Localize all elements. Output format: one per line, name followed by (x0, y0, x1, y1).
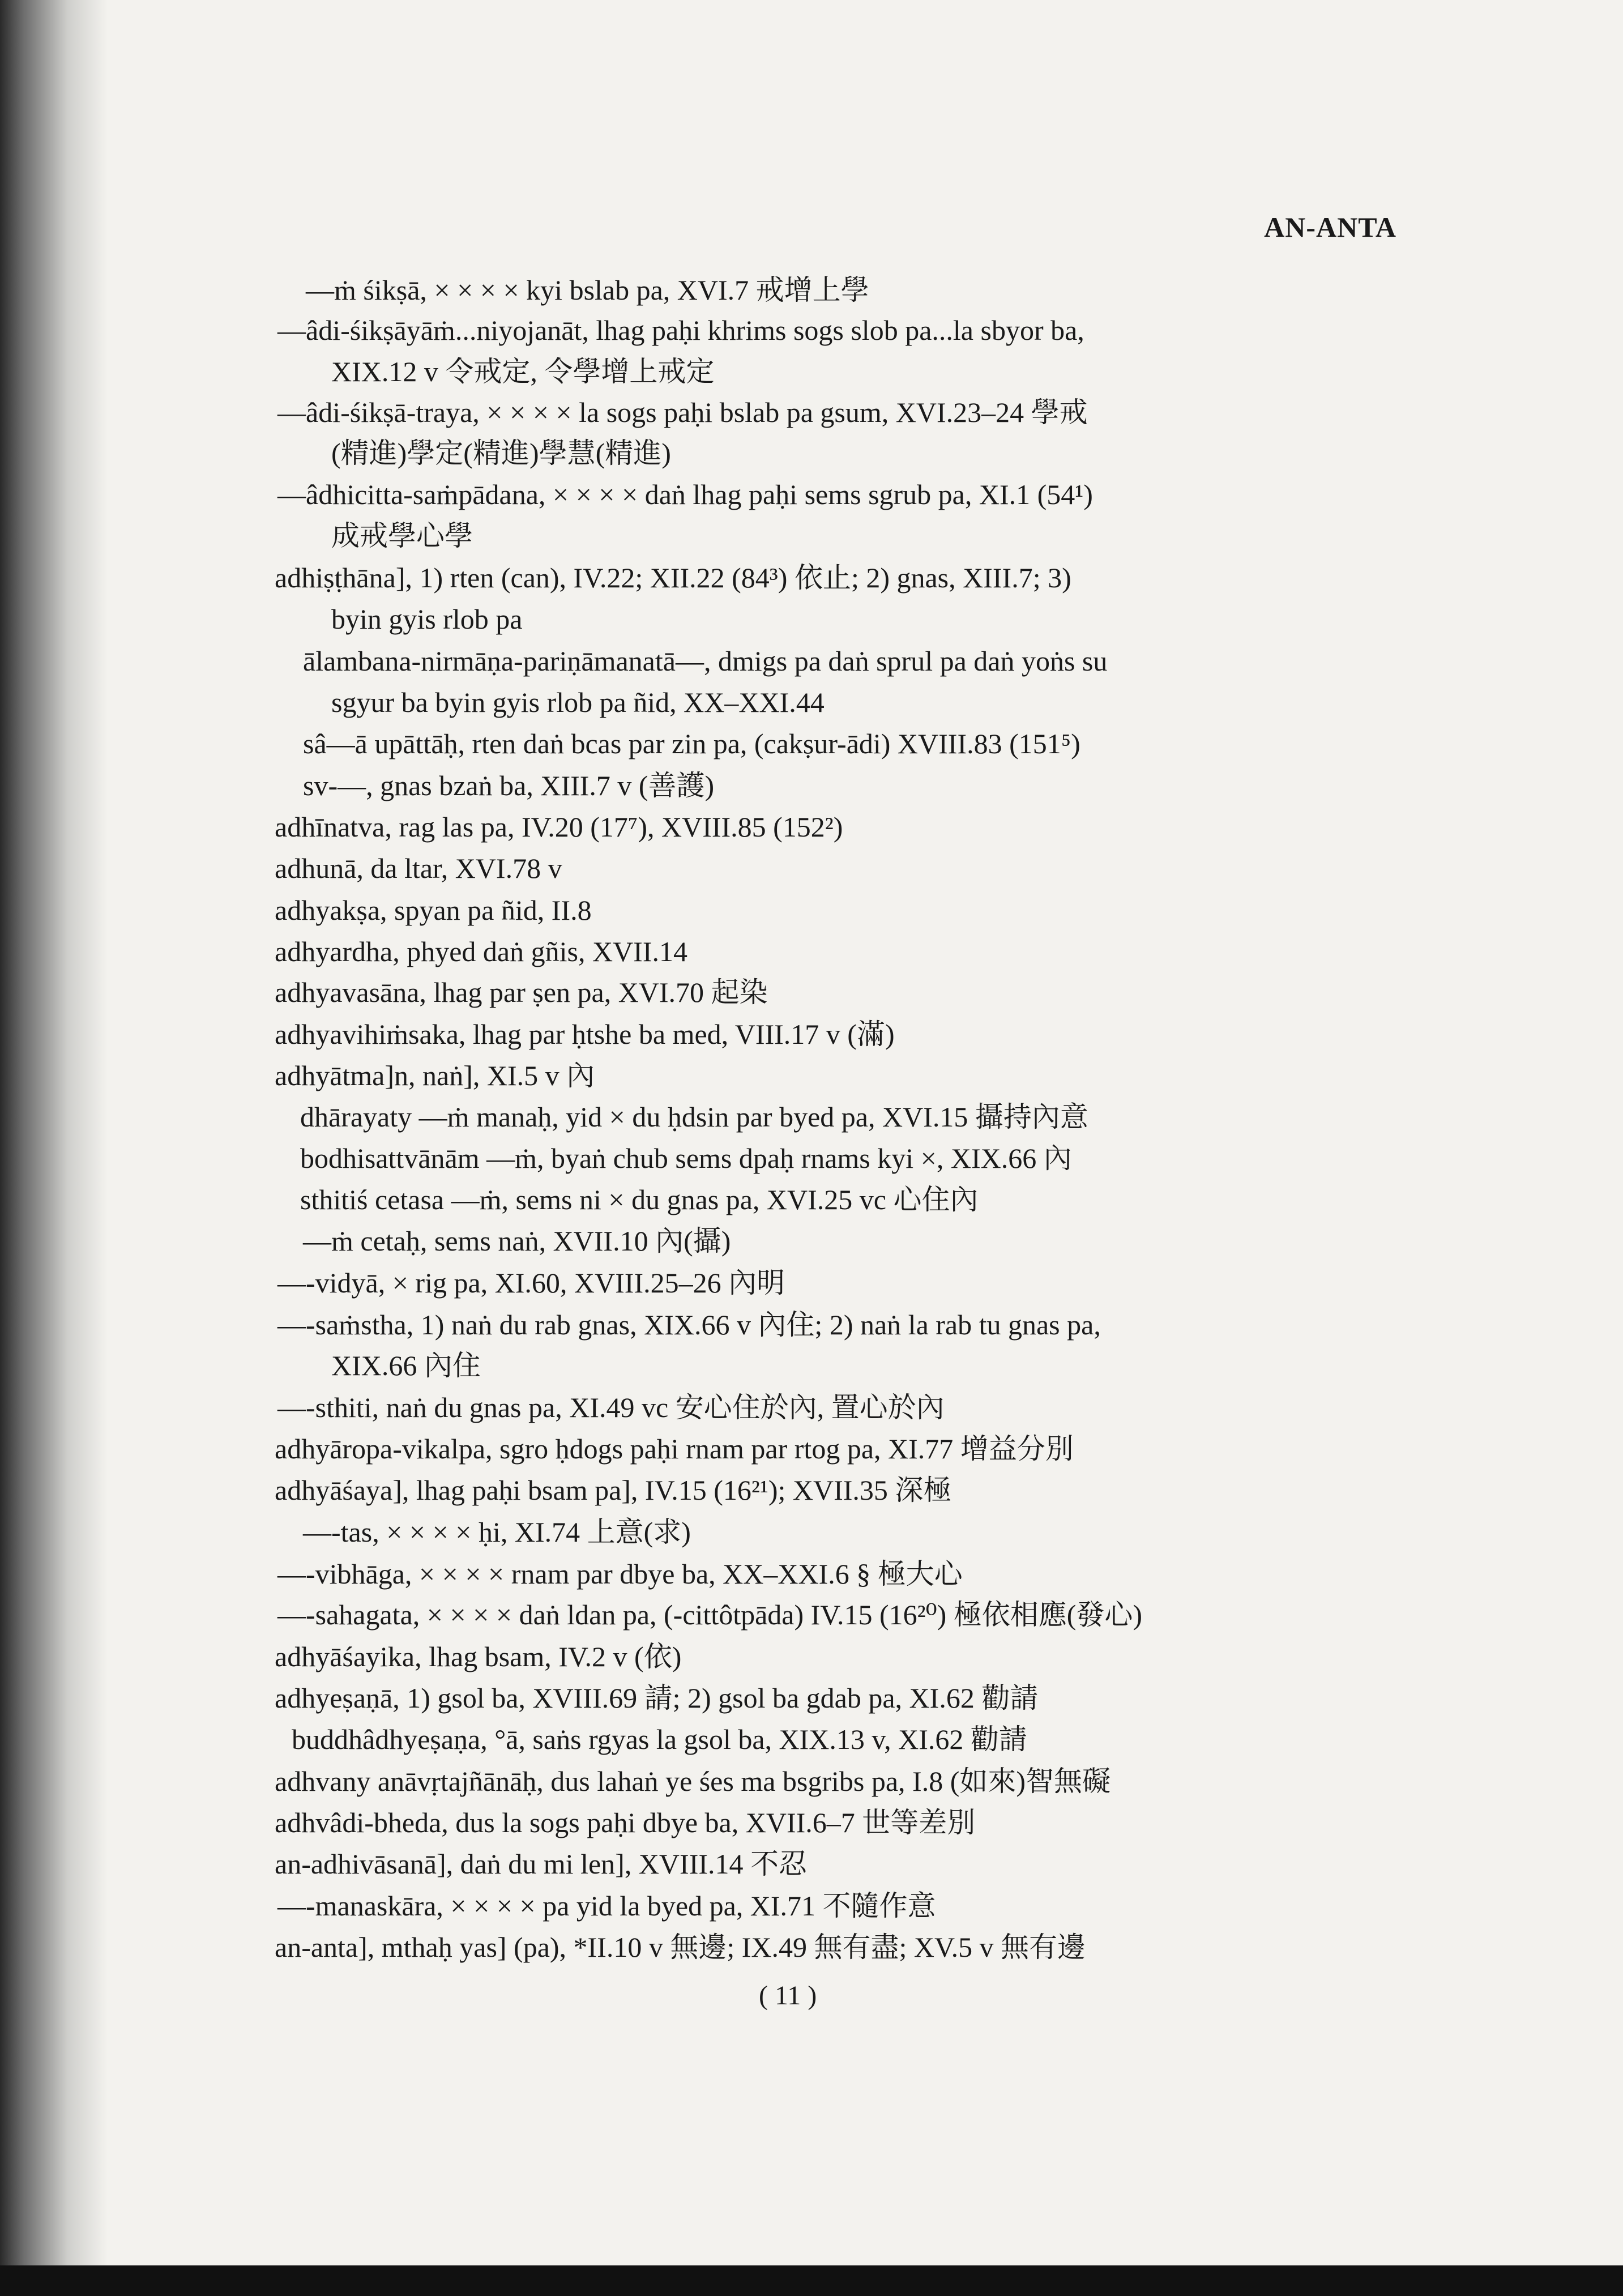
entry-line: —-tas, × × × × ḥi, XI.74 上意(求) (303, 1516, 691, 1548)
entry-line: buddhâdhyeṣaṇa, °ā, saṅs rgyas la gsol ba, XIX.13 v, XI.62 勸請 (292, 1723, 1027, 1755)
entry-line: an-adhivāsanā], daṅ du mi len], XVIII.14 不忍 (275, 1848, 807, 1880)
entry-line: —ṁ cetaḥ, sems naṅ, XVII.10 內(攝) (303, 1225, 731, 1257)
entry-line: adhyātma]n, naṅ], XI.5 v 內 (275, 1060, 595, 1091)
running-head: AN-ANTA (1264, 211, 1396, 243)
entry-line: —âdhicitta-saṁpādana, × × × × daṅ lhag paḥi sems sgrub pa, XI.1 (54¹) (277, 479, 1093, 510)
entry-line: —ṁ śikṣā, × × × × kyi bslab pa, XVI.7 戒增上學 (306, 274, 869, 306)
entry-line: sâ—ā upāttāḥ, rten daṅ bcas par zin pa, (cakṣur-ādi) XVIII.83 (151⁵) (303, 728, 1080, 759)
entry-line: (精進)學定(精進)學慧(精進) (331, 437, 671, 469)
entry-line: sv-—, gnas bzaṅ ba, XIII.7 v (善護) (303, 770, 715, 801)
entry-line: XIX.66 內住 (331, 1350, 481, 1381)
entry-line: —-vibhāga, × × × × rnam par dbye ba, XX–XXI.6 § 極大心 (277, 1558, 963, 1590)
entry-line: —âdi-śikṣā-traya, × × × × la sogs paḥi bslab pa gsum, XVI.23–24 學戒 (277, 396, 1088, 428)
entry-line: 成戒學心學 (331, 520, 473, 552)
scan-shadow-bottom (0, 2265, 1623, 2296)
page-number: ( 11 ) (759, 1981, 817, 2011)
entry-line: byin gyis rlob pa (331, 603, 523, 635)
entry-line: adhyāśaya], lhag paḥi bsam pa], IV.15 (16²¹); XVII.35 深極 (275, 1474, 952, 1506)
entry-line: XIX.12 v 令戒定, 令學增上戒定 (331, 356, 715, 387)
entry-line: ālambana-nirmāṇa-pariṇāmanatā—, dmigs pa daṅ sprul pa daṅ yoṅs su (303, 645, 1108, 677)
entry-line: adhyeṣaṇā, 1) gsol ba, XVIII.69 請; 2) gsol ba gdab pa, XI.62 勸請 (275, 1682, 1039, 1714)
scan-shadow-left (0, 0, 108, 2296)
entry-line: sgyur ba byin gyis rlob pa ñid, XX–XXI.44 (331, 686, 825, 718)
entry-line: adhiṣṭhāna], 1) rten (can), IV.22; XII.22 (84³) 依止; 2) gnas, XIII.7; 3) (275, 562, 1071, 594)
entry-line: —-vidyā, × rig pa, XI.60, XVIII.25–26 內明 (277, 1267, 785, 1299)
entry-line: —-saṁstha, 1) naṅ du rab gnas, XIX.66 v 內住; 2) naṅ la rab tu gnas pa, (277, 1309, 1101, 1341)
entry-line: adhunā, da ltar, XVI.78 v (275, 852, 562, 884)
entry-line: —-manaskāra, × × × × pa yid la byed pa, XI.71 不隨作意 (277, 1890, 936, 1922)
entry-line: adhyavihiṁsaka, lhag par ḥtshe ba med, VIII.17 v (滿) (275, 1018, 895, 1050)
entry-line: bodhisattvānām —ṁ, byaṅ chub sems dpaḥ rnams kyi ×, XIX.66 內 (300, 1142, 1072, 1174)
entry-line: dhārayaty —ṁ manaḥ, yid × du ḥdsin par byed pa, XVI.15 攝持內意 (300, 1101, 1088, 1133)
entry-line: adhyāśayika, lhag bsam, IV.2 v (依) (275, 1641, 682, 1672)
entry-line: adhīnatva, rag las pa, IV.20 (17⁷), XVIII.85 (152²) (275, 811, 843, 843)
entry-line: adhvany anāvṛtajñānāḥ, dus lahaṅ ye śes ma bsgribs pa, I.8 (如來)智無礙 (275, 1765, 1111, 1797)
entry-line: sthitiś cetasa —ṁ, sems ni × du gnas pa, XVI.25 vc 心住內 (300, 1184, 979, 1215)
entry-line: adhyāropa-vikalpa, sgro ḥdogs paḥi rnam par rtog pa, XI.77 增益分別 (275, 1433, 1074, 1465)
entry-line: —-sahagata, × × × × daṅ ldan pa, (-cittôtpāda) IV.15 (16²⁰) 極依相應(發心) (277, 1599, 1143, 1631)
entry-line: —âdi-śikṣāyāṁ...niyojanāt, lhag paḥi khrims sogs slob pa...la sbyor ba, (277, 314, 1084, 346)
entry-line: adhyardha, phyed daṅ gñis, XVII.14 (275, 936, 687, 967)
entry-line: adhyavasāna, lhag par ṣen pa, XVI.70 起染 (275, 976, 768, 1008)
entry-line: an-anta], mthaḥ yas] (pa), *II.10 v 無邊; IX.49 無有盡; XV.5 v 無有邊 (275, 1931, 1086, 1963)
entry-line: adhyakṣa, spyan pa ñid, II.8 (275, 894, 592, 926)
entry-line: adhvâdi-bheda, dus la sogs paḥi dbye ba, XVII.6–7 世等差別 (275, 1807, 976, 1838)
entry-line: —-sthiti, naṅ du gnas pa, XI.49 vc 安心住於內, 置心於內 (277, 1392, 945, 1423)
